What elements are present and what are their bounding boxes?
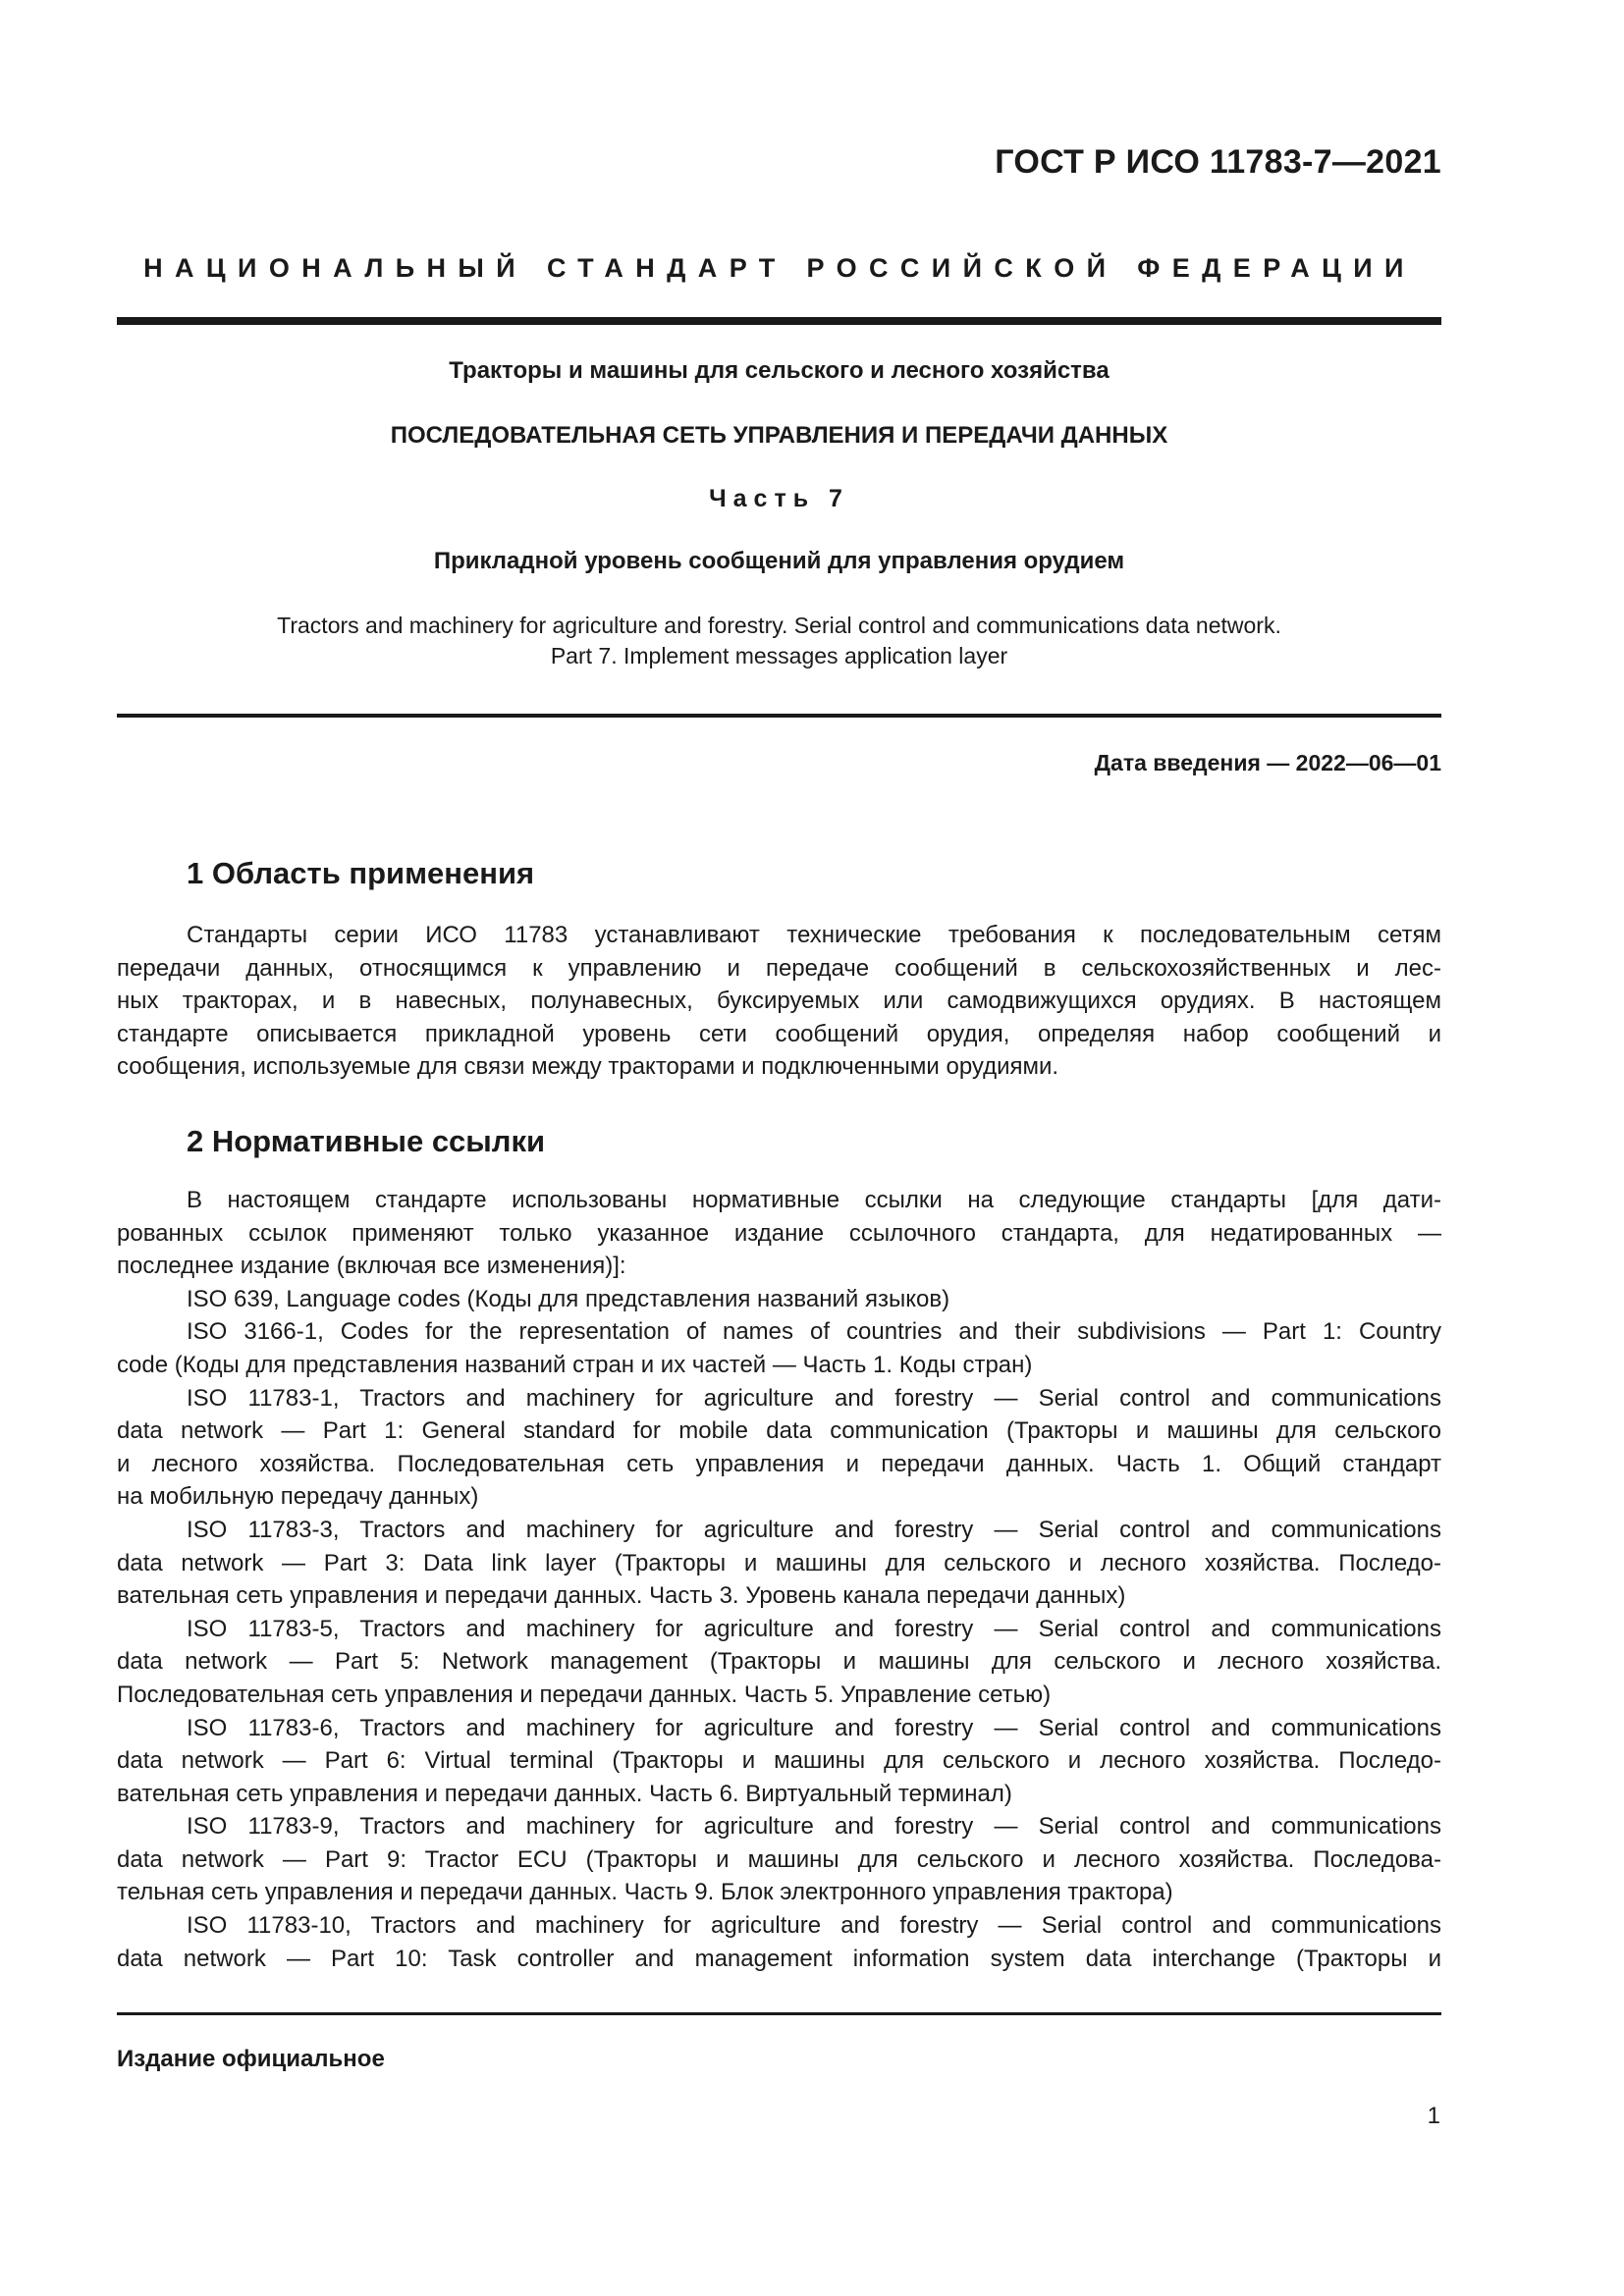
section-heading-scope: 1 Область применения bbox=[187, 856, 535, 890]
text-line: вательная сеть управления и передачи данных. Часть 6. Виртуальный терминал) bbox=[117, 1780, 1012, 1807]
title-english-line: Part 7. Implement messages application layer bbox=[550, 643, 1008, 668]
header-divider bbox=[117, 317, 1441, 325]
section-heading-references: 2 Нормативные ссылки bbox=[187, 1124, 546, 1158]
official-edition-label: Издание официальное bbox=[117, 2046, 385, 2072]
reference-item: ISO 11783-10, Tractors and machinery for agriculture and forestry — Serial control and communications bbox=[187, 1912, 1441, 1940]
text-line: data network — Part 5: Network management (Тракторы и машины для сельского и лесного хозяйства. bbox=[117, 1648, 1441, 1676]
text-line: data network — Part 9: Tractor ECU (Тракторы и машины для сельского и лесного хозяйства. Последова- bbox=[117, 1845, 1441, 1873]
text-line: data network — Part 10: Task controller and management information system data interchange (Тракторы и bbox=[117, 1945, 1441, 1972]
title-english bbox=[117, 611, 1441, 671]
section-scope-text bbox=[117, 919, 1441, 1084]
page-number: 1 bbox=[1427, 2103, 1440, 2129]
text-line: последнее издание (включая все изменения)]: bbox=[117, 1253, 626, 1280]
footer-divider bbox=[117, 2012, 1441, 2015]
text-line: data network — Part 3: Data link layer (Тракторы и машины для сельского и лесного хозяйства. Последо- bbox=[117, 1549, 1441, 1576]
title-divider bbox=[117, 714, 1441, 718]
text-line: рованных ссылок применяют только указанное издание ссылочного стандарта, для недатированных — bbox=[117, 1219, 1441, 1247]
reference-item: ISO 11783-5, Tractors and machinery for agriculture and forestry — Serial control and communications bbox=[187, 1615, 1441, 1642]
text-line: сообщения, используемые для связи между тракторами и подключенными орудиями. bbox=[117, 1053, 1059, 1081]
section-references-text bbox=[117, 1184, 1441, 1975]
title-main: ПОСЛЕДОВАТЕЛЬНАЯ СЕТЬ УПРАВЛЕНИЯ И ПЕРЕДАЧИ ДАННЫХ bbox=[390, 422, 1168, 449]
reference-item: ISO 3166-1, Codes for the representation of names of countries and their subdivisions — Part 1: Country bbox=[187, 1318, 1441, 1346]
reference-item: ISO 639, Language codes (Коды для представления названий языков) bbox=[187, 1285, 950, 1312]
text-line: data network — Part 6: Virtual terminal (Тракторы и машины для сельского и лесного хозяйства. Последо- bbox=[117, 1747, 1441, 1775]
title-english-line: Tractors and machinery for agriculture and forestry. Serial control and communications data network. bbox=[277, 613, 1281, 638]
document-code: ГОСТ Р ИСО 11783-7—2021 bbox=[995, 143, 1441, 181]
title-part: Часть 7 bbox=[709, 485, 849, 512]
text-line: data network — Part 1: General standard for mobile data communication (Тракторы и машины для сельского bbox=[117, 1417, 1441, 1445]
title-application: Прикладной уровень сообщений для управления орудием bbox=[433, 548, 1125, 574]
text-line: стандарте описывается прикладной уровень сети сообщений орудия, определяя набор сообщений и bbox=[117, 1020, 1441, 1047]
text-line: передачи данных, относящимся к управлению и передаче сообщений в сельскохозяйственных и лес- bbox=[117, 954, 1441, 982]
text-line: вательная сеть управления и передачи данных. Часть 3. Уровень канала передачи данных) bbox=[117, 1582, 1126, 1610]
reference-item: ISO 11783-9, Tractors and machinery for agriculture and forestry — Serial control and communications bbox=[187, 1813, 1441, 1841]
text-line: тельная сеть управления и передачи данных. Часть 9. Блок электронного управления трактора) bbox=[117, 1879, 1173, 1906]
text-line: на мобильную передачу данных) bbox=[117, 1483, 479, 1511]
date-of-introduction: Дата введения — 2022—06—01 bbox=[1094, 750, 1441, 775]
text-line: ных тракторах, и в навесных, полунавесных, буксируемых или самодвижущихся орудиях. В настоящем bbox=[117, 988, 1441, 1015]
reference-item: ISO 11783-1, Tractors and machinery for agriculture and forestry — Serial control and communications bbox=[187, 1384, 1441, 1412]
text-line: и лесного хозяйства. Последовательная сеть управления и передачи данных. Часть 1. Общий стандарт bbox=[117, 1450, 1441, 1477]
reference-item: ISO 11783-6, Tractors and machinery for agriculture and forestry — Serial control and communications bbox=[187, 1714, 1441, 1741]
reference-item: ISO 11783-3, Tractors and machinery for agriculture and forestry — Serial control and communications bbox=[187, 1516, 1441, 1543]
text-line: code (Коды для представления названий стран и их частей — Часть 1. Коды стран) bbox=[117, 1351, 1033, 1378]
text-line: Стандарты серии ИСО 11783 устанавливают технические требования к последовательным сетям bbox=[187, 922, 1441, 948]
title-subtitle: Тракторы и машины для сельского и лесного хозяйства bbox=[449, 357, 1110, 384]
text-line: Последовательная сеть управления и передачи данных. Часть 5. Управление сетью) bbox=[117, 1681, 1052, 1708]
text-line: В настоящем стандарте использованы нормативные ссылки на следующие стандарты [для дати- bbox=[187, 1187, 1441, 1213]
national-standard-banner: НАЦИОНАЛЬНЫЙ СТАНДАРТ РОССИЙСКОЙ ФЕДЕРАЦИИ bbox=[143, 253, 1416, 283]
